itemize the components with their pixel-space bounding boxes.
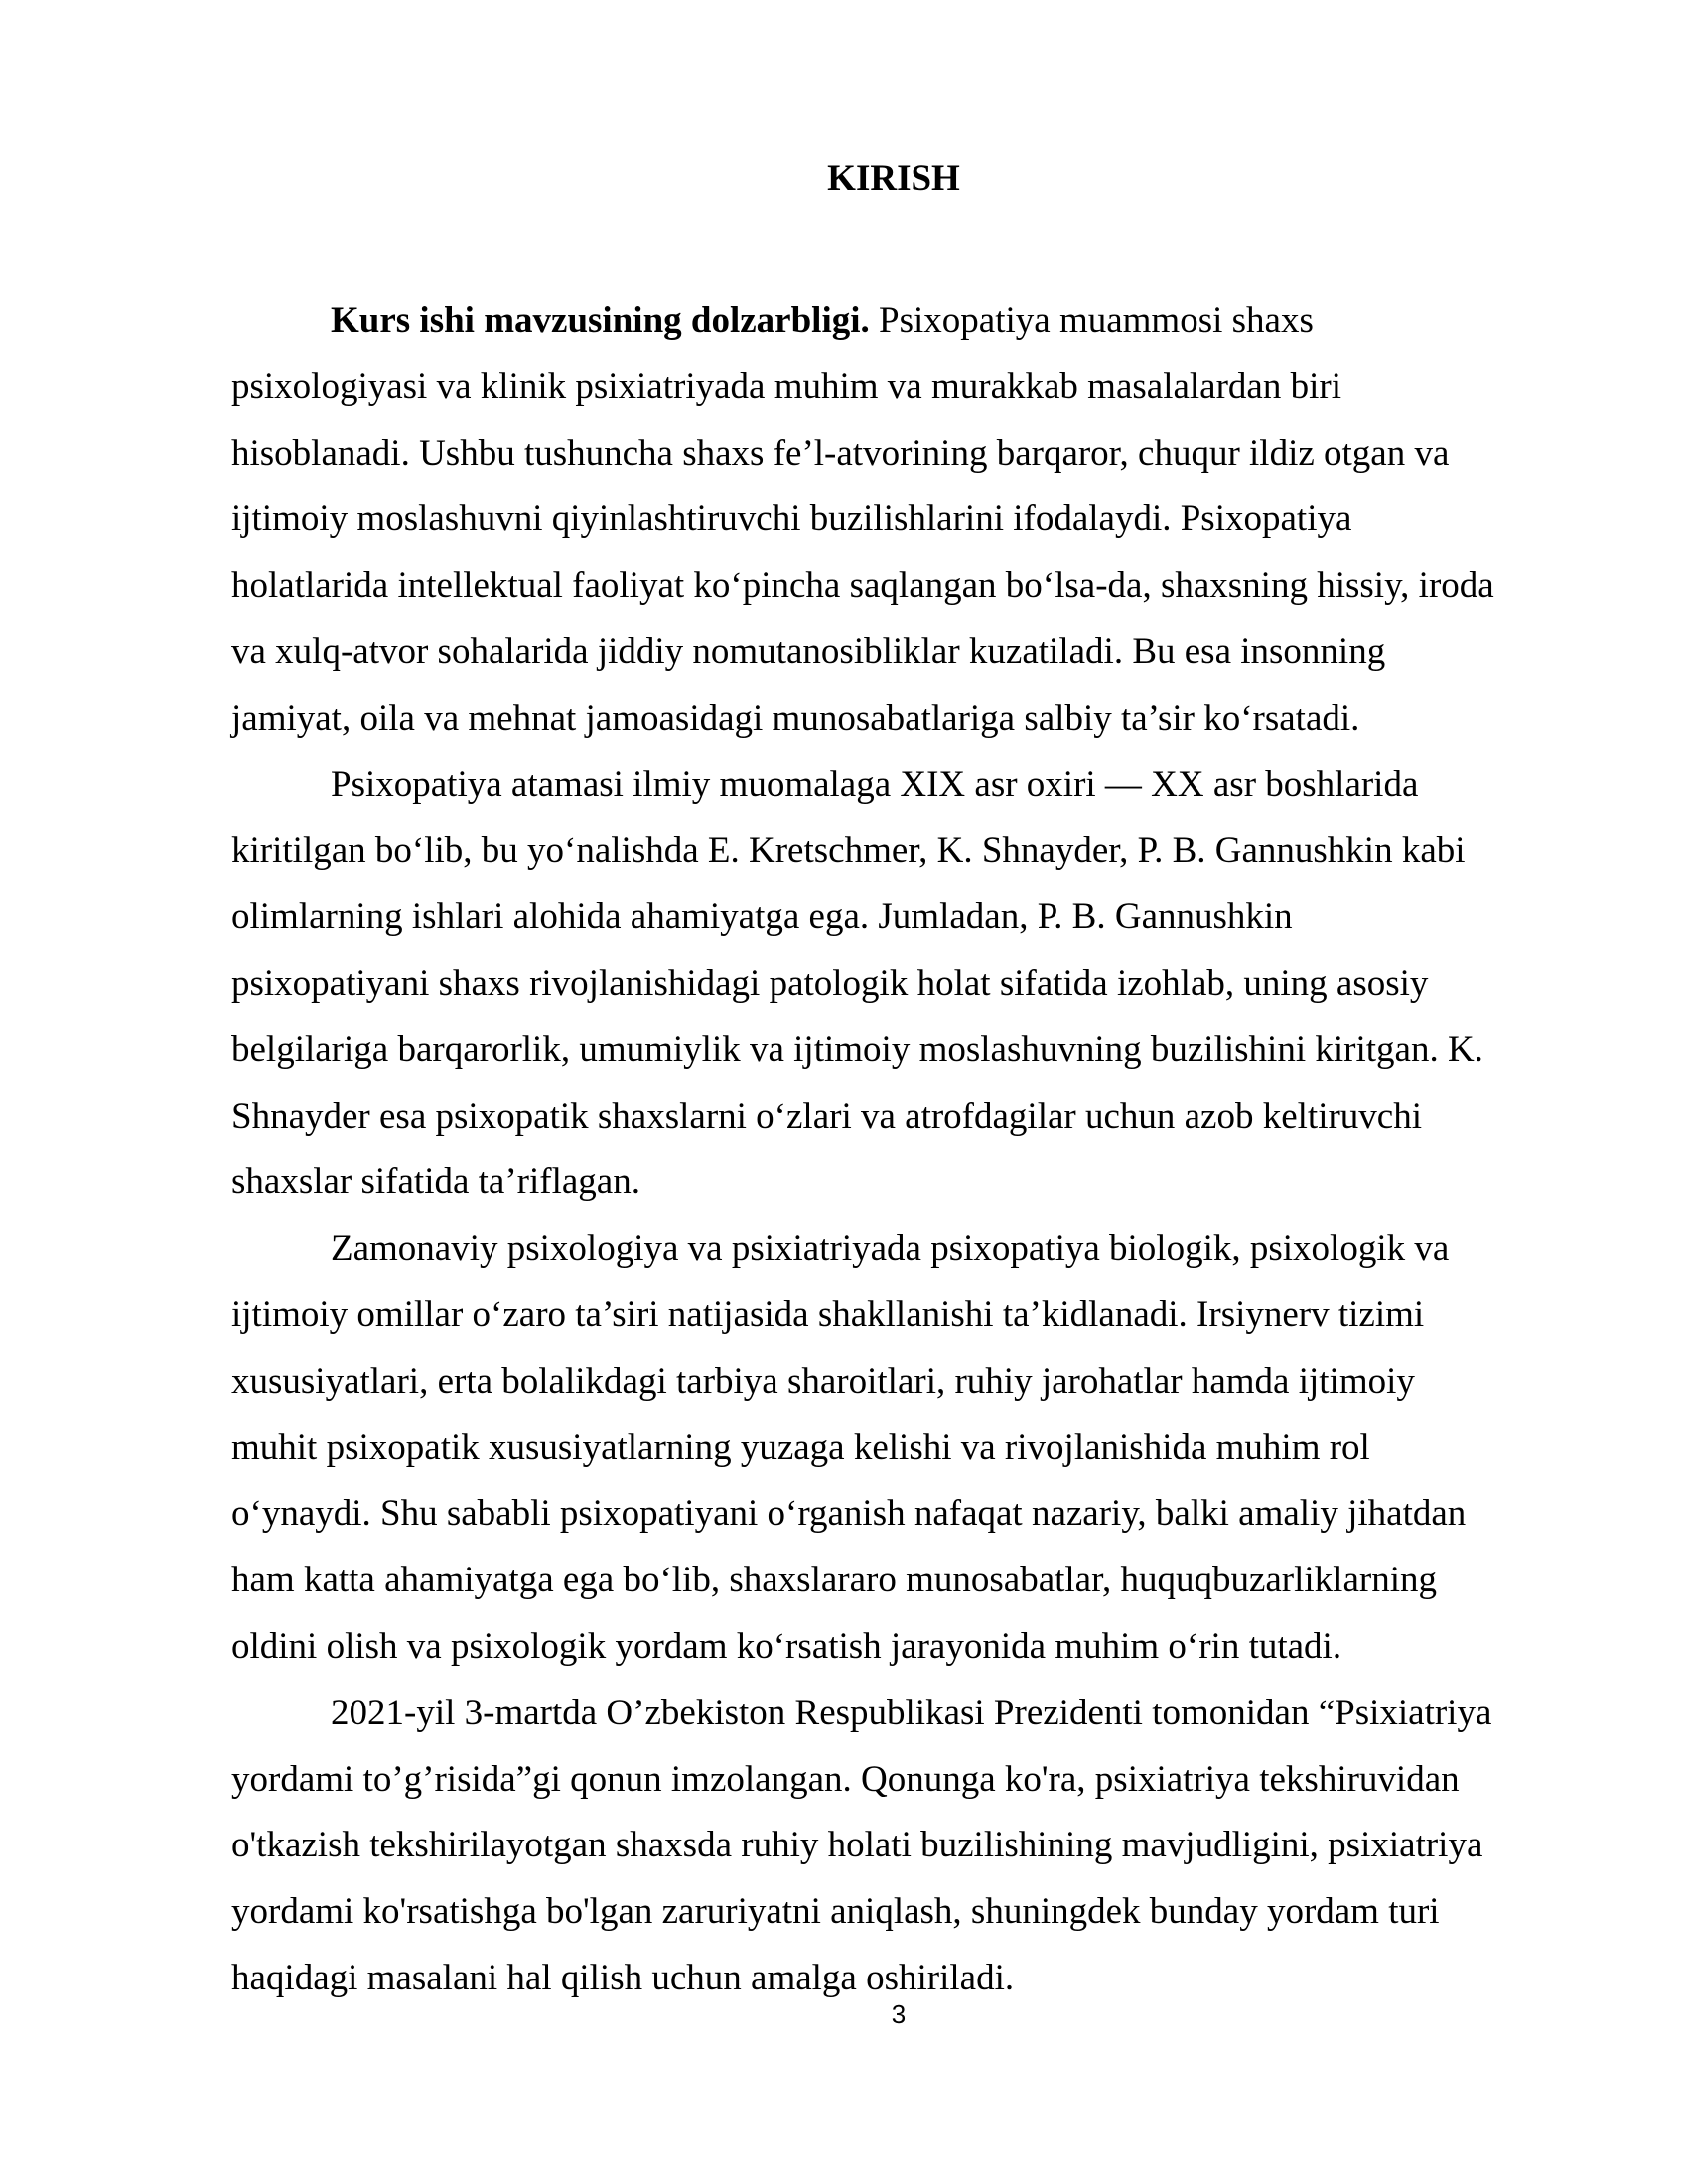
paragraph-history [231, 752, 1562, 1217]
paragraph-line: kiritilgan bo‘lib, bu yo‘nalishda E. Kretschmer, K. Shnayder, P. B. Gannushkin kabi [231, 830, 1466, 872]
line-text: Psixopatiya muammosi shaxs [869, 300, 1314, 341]
paragraph-line [231, 288, 1562, 354]
paragraph-law [231, 1681, 1562, 2012]
page-title: KIRISH [827, 158, 960, 199]
paragraph-line: ijtimoiy moslashuvni qiyinlashtiruvchi buzilishlarini ifodalaydi. Psixopatiya [231, 498, 1352, 540]
paragraph-line: yordami ko'rsatishga bo'lgan zaruriyatni aniqlash, shuningdek bunday yordam turi [231, 1891, 1440, 1933]
paragraph-line: oldini olish va psixologik yordam ko‘rsatish jarayonida muhim o‘rin tutadi. [231, 1625, 1342, 1667]
paragraph-modern-view [231, 1216, 1562, 1681]
paragraph-lead: Kurs ishi mavzusining dolzarbligi. [331, 300, 870, 341]
paragraph-line: Shnayder esa psixopatik shaxslarni o‘zlari va atrofdagilar uchun azob keltiruvchi [231, 1095, 1423, 1137]
paragraph-line: ham katta ahamiyatga ega bo‘lib, shaxslararo munosabatlar, huquqbuzarliklarning [231, 1560, 1437, 1601]
paragraph-line: o'tkazish tekshirilayotgan shaxsda ruhiy holati buzilishining mavjudligini, psixiatriya [231, 1825, 1483, 1866]
paragraph-line: shaxslar sifatida ta’riflagan. [231, 1161, 640, 1203]
body-text [231, 288, 1562, 2012]
paragraph-line: Zamonaviy psixologiya va psixiatriyada psixopatiya biologik, psixologik va [331, 1228, 1450, 1270]
paragraph-line: belgilariga barqarorlik, umumiylik va ijtimoiy moslashuvning buzilishini kiritgan. K. [231, 1028, 1483, 1070]
paragraph-line: o‘ynaydi. Shu sababli psixopatiyani o‘rganish nafaqat nazariy, balki amaliy jihatdan [231, 1493, 1467, 1535]
paragraph-relevance [231, 288, 1562, 752]
paragraph-line: olimlarning ishlari alohida ahamiyatga ega. Jumladan, P. B. Gannushkin [231, 896, 1293, 938]
paragraph-line: psixopatiyani shaxs rivojlanishidagi patologik holat sifatida izohlab, uning asosiy [231, 962, 1429, 1004]
paragraph-line: haqidagi masalani hal qilish uchun amalga oshiriladi. [231, 1957, 1015, 1998]
paragraph-line: ijtimoiy omillar o‘zaro ta’siri natijasida shakllanishi ta’kidlanadi. Irsiynerv tizimi [231, 1294, 1425, 1335]
paragraph-line: psixologiyasi va klinik psixiatriyada muhim va murakkab masalalardan biri [231, 365, 1341, 407]
paragraph-line: jamiyat, oila va mehnat jamoasidagi munosabatlariga salbiy ta’sir ko‘rsatadi. [231, 697, 1360, 739]
paragraph-line: va xulq-atvor sohalarida jiddiy nomutanosibliklar kuzatiladi. Bu esa insonning [231, 630, 1386, 672]
paragraph-line: xususiyatlari, erta bolalikdagi tarbiya sharoitlari, ruhiy jarohatlar hamda ijtimoiy [231, 1360, 1415, 1402]
paragraph-line: muhit psixopatik xususiyatlarning yuzaga kelishi va rivojlanishida muhim rol [231, 1427, 1370, 1468]
page-number: 3 [891, 1999, 907, 2029]
paragraph-line: Psixopatiya atamasi ilmiy muomalaga XIX asr oxiri — XX asr boshlarida [331, 763, 1419, 805]
paragraph-line: 2021-yil 3-martda O’zbekiston Respublikasi Prezidenti tomonidan “Psixiatriya [331, 1692, 1492, 1733]
paragraph-line: hisoblanadi. Ushbu tushuncha shaxs fe’l-atvorining barqaror, chuqur ildiz otgan va [231, 432, 1450, 474]
paragraph-line: holatlarida intellektual faoliyat ko‘pincha saqlangan bo‘lsa-da, shaxsning hissiy, iroda [231, 565, 1494, 607]
paragraph-line: yordami to’g’risida”gi qonun imzolangan. Qonunga ko'ra, psixiatriya tekshiruvidan [231, 1758, 1460, 1800]
